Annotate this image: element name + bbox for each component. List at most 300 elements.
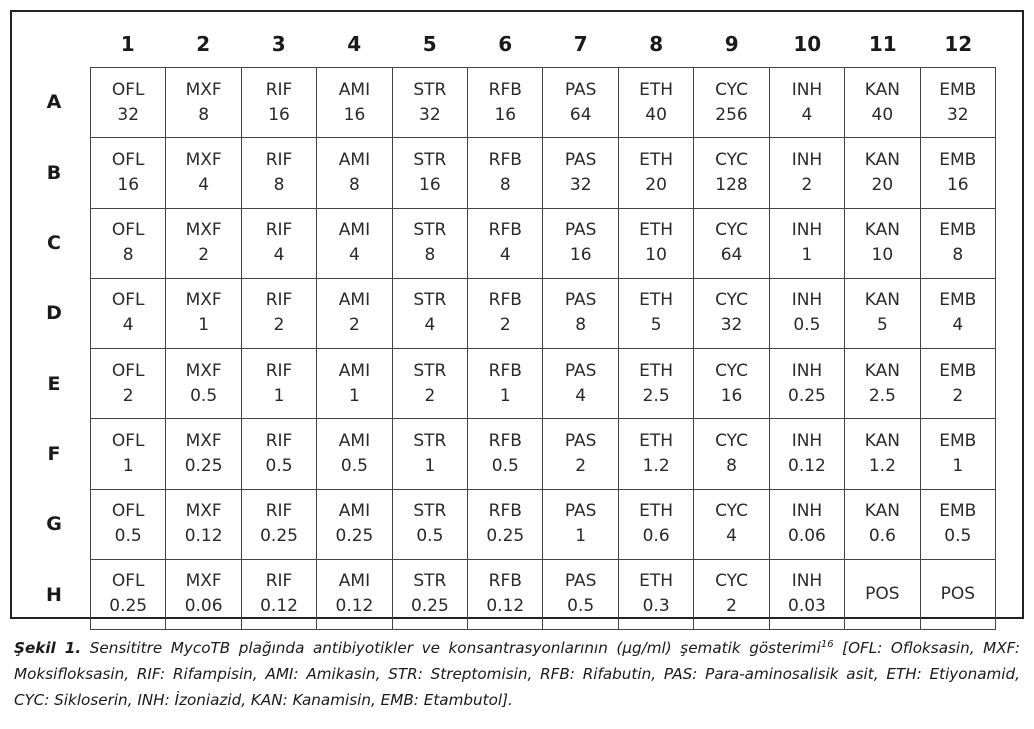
well-drug: CYC bbox=[715, 430, 748, 451]
well-drug: STR bbox=[413, 149, 447, 170]
well-C1 bbox=[91, 209, 166, 279]
well-H10 bbox=[770, 560, 845, 630]
well-concentration: 0.25 bbox=[410, 596, 449, 617]
well-concentration: 1 bbox=[349, 385, 360, 406]
well-drug: ETH bbox=[639, 290, 674, 311]
well-F7 bbox=[543, 419, 618, 489]
well-drug: ETH bbox=[639, 430, 674, 451]
well-drug: RIF bbox=[265, 220, 293, 241]
well-concentration: 2 bbox=[424, 385, 436, 406]
well-D12 bbox=[921, 279, 996, 349]
row-header-D: D bbox=[46, 302, 62, 325]
figure-caption bbox=[14, 635, 1020, 713]
well-concentration: 64 bbox=[569, 104, 592, 125]
well-drug: PAS bbox=[564, 149, 597, 170]
well-concentration: 8 bbox=[952, 245, 964, 266]
well-E2 bbox=[166, 349, 241, 419]
well-A11 bbox=[845, 68, 920, 138]
well-drug: INH bbox=[791, 571, 823, 592]
well-E12 bbox=[921, 349, 996, 419]
well-concentration: 4 bbox=[499, 245, 511, 266]
well-concentration: 20 bbox=[871, 174, 894, 195]
well-C4 bbox=[317, 209, 392, 279]
well-B10 bbox=[770, 138, 845, 208]
well-G7 bbox=[543, 490, 618, 560]
well-drug: MXF bbox=[185, 501, 222, 522]
well-drug: ETH bbox=[639, 149, 674, 170]
well-drug: PAS bbox=[564, 571, 597, 592]
well-G12 bbox=[921, 490, 996, 560]
well-concentration: 0.25 bbox=[788, 385, 826, 406]
well-drug: PAS bbox=[564, 220, 597, 241]
caption-text: Sensititre MycoTB plağında antibiyotikler ve konsantrasyonlarının (µg/ml) şematik gösterimi bbox=[81, 639, 821, 657]
well-H3 bbox=[242, 560, 317, 630]
well-drug: KAN bbox=[864, 290, 900, 311]
well-concentration: 0.5 bbox=[944, 526, 972, 547]
well-B12 bbox=[921, 138, 996, 208]
well-drug: AMI bbox=[338, 220, 371, 241]
well-concentration: 2 bbox=[575, 455, 587, 476]
well-concentration: 10 bbox=[871, 245, 894, 266]
well-F4 bbox=[317, 419, 392, 489]
well-concentration: 4 bbox=[952, 315, 964, 336]
well-C7 bbox=[543, 209, 618, 279]
well-drug: AMI bbox=[338, 571, 371, 592]
well-concentration: 16 bbox=[343, 104, 366, 125]
well-concentration: 4 bbox=[801, 104, 813, 125]
well-concentration: 0.03 bbox=[788, 596, 826, 617]
column-header-12: 12 bbox=[944, 32, 973, 56]
well-drug: EMB bbox=[939, 220, 977, 241]
well-drug: CYC bbox=[715, 79, 748, 100]
well-concentration: 0.12 bbox=[788, 455, 826, 476]
well-B5 bbox=[393, 138, 468, 208]
well-drug: KAN bbox=[864, 149, 900, 170]
well-concentration: 20 bbox=[645, 174, 667, 195]
well-concentration: 32 bbox=[419, 104, 441, 125]
well-G9 bbox=[694, 490, 769, 560]
caption-label: Şekil 1. bbox=[14, 639, 82, 657]
well-drug: RFB bbox=[488, 79, 522, 100]
well-concentration: 0.5 bbox=[340, 455, 368, 476]
well-concentration: 16 bbox=[946, 174, 969, 195]
well-D5 bbox=[393, 279, 468, 349]
well-drug: AMI bbox=[338, 430, 371, 451]
well-H11 bbox=[845, 560, 920, 630]
well-A5 bbox=[393, 68, 468, 138]
well-drug: EMB bbox=[939, 290, 977, 311]
well-drug: INH bbox=[791, 360, 823, 381]
well-H4 bbox=[317, 560, 392, 630]
well-concentration: 1 bbox=[273, 385, 285, 406]
well-drug: OFL bbox=[111, 290, 145, 311]
well-G6 bbox=[468, 490, 543, 560]
well-drug: CYC bbox=[715, 571, 748, 592]
well-drug: CYC bbox=[715, 149, 748, 170]
well-C11 bbox=[845, 209, 920, 279]
well-concentration: 5 bbox=[876, 315, 888, 336]
well-B1 bbox=[91, 138, 166, 208]
well-concentration: 0.6 bbox=[868, 526, 896, 547]
well-drug: INH bbox=[791, 220, 823, 241]
well-drug: AMI bbox=[338, 360, 371, 381]
column-header-8: 8 bbox=[649, 32, 664, 56]
well-A1 bbox=[91, 68, 166, 138]
well-concentration: 0.5 bbox=[793, 315, 821, 336]
row-header-C: C bbox=[47, 231, 61, 254]
well-drug: INH bbox=[791, 149, 823, 170]
well-F6 bbox=[468, 419, 543, 489]
well-drug: KAN bbox=[864, 79, 900, 100]
well-drug: OFL bbox=[111, 149, 145, 170]
well-G11 bbox=[845, 490, 920, 560]
row-header-H: H bbox=[46, 583, 62, 606]
well-drug: MXF bbox=[185, 220, 222, 241]
well-concentration: 4 bbox=[726, 526, 737, 547]
well-drug: EMB bbox=[939, 79, 977, 100]
row-headers bbox=[34, 67, 74, 630]
well-drug: RIF bbox=[265, 79, 293, 100]
well-A2 bbox=[166, 68, 241, 138]
well-drug: CYC bbox=[715, 290, 748, 311]
well-D10 bbox=[770, 279, 845, 349]
well-A9 bbox=[694, 68, 769, 138]
well-drug: CYC bbox=[715, 360, 748, 381]
well-drug: PAS bbox=[564, 290, 597, 311]
well-E3 bbox=[242, 349, 317, 419]
well-A8 bbox=[619, 68, 694, 138]
well-drug: ETH bbox=[639, 571, 674, 592]
well-drug: ETH bbox=[639, 79, 674, 100]
well-concentration: 0.25 bbox=[335, 526, 374, 547]
well-F2 bbox=[166, 419, 241, 489]
well-A6 bbox=[468, 68, 543, 138]
well-G10 bbox=[770, 490, 845, 560]
well-G5 bbox=[393, 490, 468, 560]
well-drug: MXF bbox=[185, 360, 222, 381]
well-concentration: 0.5 bbox=[416, 526, 444, 547]
well-concentration: 0.25 bbox=[486, 526, 525, 547]
column-header-1: 1 bbox=[120, 32, 135, 56]
well-D9 bbox=[694, 279, 769, 349]
well-drug: KAN bbox=[864, 360, 900, 381]
well-G4 bbox=[317, 490, 392, 560]
well-drug: OFL bbox=[111, 360, 145, 381]
well-B4 bbox=[317, 138, 392, 208]
well-concentration: 1.2 bbox=[642, 455, 670, 476]
well-drug: RIF bbox=[265, 571, 293, 592]
well-drug: OFL bbox=[111, 501, 145, 522]
well-concentration: 0.5 bbox=[190, 385, 218, 406]
well-concentration: 1 bbox=[424, 455, 436, 476]
column-header-5: 5 bbox=[422, 32, 437, 56]
column-header-10: 10 bbox=[793, 32, 822, 56]
row-header-G: G bbox=[46, 513, 62, 536]
well-concentration: 0.5 bbox=[491, 455, 519, 476]
well-concentration: 4 bbox=[122, 315, 134, 336]
well-concentration: 4 bbox=[424, 315, 436, 336]
well-concentration: 32 bbox=[117, 104, 140, 125]
well-concentration: 0.12 bbox=[260, 596, 298, 617]
well-drug: INH bbox=[791, 79, 823, 100]
well-drug: EMB bbox=[939, 149, 977, 170]
well-concentration: 0.06 bbox=[788, 526, 826, 547]
well-drug: OFL bbox=[111, 220, 145, 241]
well-drug: MXF bbox=[185, 571, 222, 592]
well-drug: MXF bbox=[185, 149, 222, 170]
well-drug: RIF bbox=[265, 149, 293, 170]
well-G8 bbox=[619, 490, 694, 560]
well-drug: RIF bbox=[265, 360, 293, 381]
well-concentration: 16 bbox=[569, 245, 592, 266]
well-D4 bbox=[317, 279, 392, 349]
well-concentration: 1 bbox=[801, 245, 813, 266]
well-drug: INH bbox=[791, 290, 823, 311]
well-concentration: 32 bbox=[720, 315, 743, 336]
well-concentration: 0.3 bbox=[642, 596, 670, 617]
well-concentration: 1 bbox=[499, 385, 511, 406]
well-B9 bbox=[694, 138, 769, 208]
well-C5 bbox=[393, 209, 468, 279]
well-concentration: 10 bbox=[645, 245, 667, 266]
well-E11 bbox=[845, 349, 920, 419]
well-concentration: 2 bbox=[952, 385, 964, 406]
well-D8 bbox=[619, 279, 694, 349]
well-B2 bbox=[166, 138, 241, 208]
well-drug: ETH bbox=[639, 360, 674, 381]
well-drug: RIF bbox=[265, 430, 293, 451]
well-F1 bbox=[91, 419, 166, 489]
well-drug: INH bbox=[791, 501, 823, 522]
column-header-3: 3 bbox=[271, 32, 286, 56]
well-C2 bbox=[166, 209, 241, 279]
well-C6 bbox=[468, 209, 543, 279]
well-drug: KAN bbox=[864, 501, 900, 522]
well-E4 bbox=[317, 349, 392, 419]
caption-abbreviations: [OFL: Ofloksasin, MXF: Moksifloksasin, RIF: Rifampisin, AMI: Amikasin, STR: Streptomisin, RFB: Rifabutin, PAS: Para-aminosalisik asit, ETH: Etiyonamid, CYC: Sikloserin, INH: İzoniazid, KAN: Kanamisin, EMB: Etambutol]. bbox=[14, 639, 1020, 709]
well-E6 bbox=[468, 349, 543, 419]
well-D11 bbox=[845, 279, 920, 349]
well-drug: RIF bbox=[265, 290, 293, 311]
well-H12 bbox=[921, 560, 996, 630]
well-F9 bbox=[694, 419, 769, 489]
column-header-6: 6 bbox=[498, 32, 513, 56]
well-drug: POS bbox=[940, 583, 975, 604]
well-drug: KAN bbox=[864, 430, 900, 451]
well-C9 bbox=[694, 209, 769, 279]
well-concentration: 8 bbox=[122, 245, 134, 266]
well-drug: RFB bbox=[488, 430, 522, 451]
well-drug: STR bbox=[413, 501, 447, 522]
well-H5 bbox=[393, 560, 468, 630]
well-concentration: 8 bbox=[424, 245, 436, 266]
well-A3 bbox=[242, 68, 317, 138]
well-drug: RFB bbox=[488, 220, 522, 241]
well-drug: PAS bbox=[564, 360, 597, 381]
well-F8 bbox=[619, 419, 694, 489]
well-E9 bbox=[694, 349, 769, 419]
well-concentration: 1 bbox=[575, 526, 587, 547]
well-concentration: 2 bbox=[726, 596, 737, 617]
well-concentration: 16 bbox=[117, 174, 140, 195]
well-H9 bbox=[694, 560, 769, 630]
well-drug: AMI bbox=[338, 290, 371, 311]
well-drug: OFL bbox=[111, 430, 145, 451]
well-concentration: 8 bbox=[726, 455, 737, 476]
well-concentration: 2.5 bbox=[642, 385, 670, 406]
well-concentration: 64 bbox=[720, 245, 743, 266]
well-B7 bbox=[543, 138, 618, 208]
well-drug: RFB bbox=[488, 501, 522, 522]
caption-reference: 16 bbox=[820, 638, 834, 650]
well-concentration: 16 bbox=[494, 104, 517, 125]
well-drug: AMI bbox=[338, 79, 371, 100]
well-drug: STR bbox=[413, 290, 447, 311]
well-drug: CYC bbox=[715, 220, 748, 241]
well-D3 bbox=[242, 279, 317, 349]
well-B6 bbox=[468, 138, 543, 208]
well-concentration: 0.25 bbox=[109, 596, 148, 617]
well-drug: EMB bbox=[939, 501, 977, 522]
well-concentration: 0.12 bbox=[184, 526, 223, 547]
well-drug: STR bbox=[413, 571, 447, 592]
well-concentration: 0.5 bbox=[265, 455, 293, 476]
well-drug: OFL bbox=[111, 571, 145, 592]
well-concentration: 40 bbox=[645, 104, 667, 125]
well-C3 bbox=[242, 209, 317, 279]
well-G3 bbox=[242, 490, 317, 560]
plate-grid bbox=[90, 67, 996, 630]
well-H8 bbox=[619, 560, 694, 630]
well-D6 bbox=[468, 279, 543, 349]
well-drug: EMB bbox=[939, 430, 977, 451]
well-H2 bbox=[166, 560, 241, 630]
well-concentration: 0.12 bbox=[335, 596, 374, 617]
well-concentration: 40 bbox=[871, 104, 894, 125]
well-E8 bbox=[619, 349, 694, 419]
well-concentration: 0.12 bbox=[486, 596, 525, 617]
well-concentration: 2 bbox=[801, 174, 813, 195]
well-drug: POS bbox=[865, 583, 900, 604]
well-concentration: 16 bbox=[720, 385, 743, 406]
well-concentration: 2.5 bbox=[868, 385, 896, 406]
well-drug: RFB bbox=[488, 571, 522, 592]
well-drug: PAS bbox=[564, 430, 597, 451]
well-B3 bbox=[242, 138, 317, 208]
well-concentration: 2 bbox=[349, 315, 360, 336]
well-E7 bbox=[543, 349, 618, 419]
well-A4 bbox=[317, 68, 392, 138]
well-A12 bbox=[921, 68, 996, 138]
well-concentration: 32 bbox=[569, 174, 592, 195]
well-E5 bbox=[393, 349, 468, 419]
row-header-F: F bbox=[47, 443, 61, 466]
well-concentration: 128 bbox=[715, 174, 748, 195]
well-G2 bbox=[166, 490, 241, 560]
well-concentration: 4 bbox=[575, 385, 587, 406]
well-C10 bbox=[770, 209, 845, 279]
well-A10 bbox=[770, 68, 845, 138]
well-C8 bbox=[619, 209, 694, 279]
well-D1 bbox=[91, 279, 166, 349]
well-drug: RFB bbox=[488, 290, 522, 311]
well-drug: AMI bbox=[338, 501, 371, 522]
well-concentration: 0.6 bbox=[642, 526, 670, 547]
well-F11 bbox=[845, 419, 920, 489]
well-concentration: 1 bbox=[952, 455, 964, 476]
column-header-11: 11 bbox=[868, 32, 897, 56]
well-concentration: 8 bbox=[198, 104, 210, 125]
well-drug: PAS bbox=[564, 501, 597, 522]
well-F12 bbox=[921, 419, 996, 489]
row-header-A: A bbox=[46, 91, 62, 114]
well-H1 bbox=[91, 560, 166, 630]
well-F3 bbox=[242, 419, 317, 489]
well-concentration: 1 bbox=[198, 315, 210, 336]
column-header-4: 4 bbox=[347, 32, 362, 56]
column-header-7: 7 bbox=[573, 32, 588, 56]
column-header-2: 2 bbox=[196, 32, 211, 56]
well-concentration: 4 bbox=[349, 245, 360, 266]
well-concentration: 4 bbox=[273, 245, 285, 266]
well-E10 bbox=[770, 349, 845, 419]
well-drug: STR bbox=[413, 430, 447, 451]
well-drug: KAN bbox=[864, 220, 900, 241]
well-C12 bbox=[921, 209, 996, 279]
row-header-B: B bbox=[46, 161, 62, 184]
well-F5 bbox=[393, 419, 468, 489]
well-H6 bbox=[468, 560, 543, 630]
well-drug: RFB bbox=[488, 149, 522, 170]
well-drug: ETH bbox=[639, 501, 674, 522]
well-drug: OFL bbox=[111, 79, 145, 100]
well-F10 bbox=[770, 419, 845, 489]
well-concentration: 5 bbox=[650, 315, 662, 336]
well-E1 bbox=[91, 349, 166, 419]
row-header-E: E bbox=[47, 372, 61, 395]
well-concentration: 8 bbox=[499, 174, 511, 195]
well-drug: INH bbox=[791, 430, 823, 451]
well-B11 bbox=[845, 138, 920, 208]
well-drug: AMI bbox=[338, 149, 371, 170]
well-D7 bbox=[543, 279, 618, 349]
well-concentration: 2 bbox=[198, 245, 210, 266]
well-concentration: 1.2 bbox=[868, 455, 896, 476]
well-concentration: 256 bbox=[715, 104, 748, 125]
well-concentration: 0.06 bbox=[184, 596, 223, 617]
well-concentration: 0.5 bbox=[567, 596, 595, 617]
well-drug: EMB bbox=[939, 360, 977, 381]
well-drug: CYC bbox=[715, 501, 748, 522]
well-concentration: 8 bbox=[273, 174, 285, 195]
well-drug: RFB bbox=[488, 360, 522, 381]
well-concentration: 1 bbox=[122, 455, 134, 476]
well-drug: MXF bbox=[185, 79, 222, 100]
well-drug: STR bbox=[413, 220, 447, 241]
well-concentration: 32 bbox=[946, 104, 969, 125]
well-concentration: 0.5 bbox=[114, 526, 142, 547]
column-header-9: 9 bbox=[724, 32, 739, 56]
well-concentration: 16 bbox=[268, 104, 290, 125]
well-concentration: 2 bbox=[499, 315, 511, 336]
well-H7 bbox=[543, 560, 618, 630]
well-drug: MXF bbox=[185, 430, 222, 451]
well-concentration: 2 bbox=[273, 315, 285, 336]
well-drug: RIF bbox=[265, 501, 293, 522]
column-headers bbox=[90, 32, 996, 56]
well-drug: STR bbox=[413, 360, 447, 381]
well-B8 bbox=[619, 138, 694, 208]
